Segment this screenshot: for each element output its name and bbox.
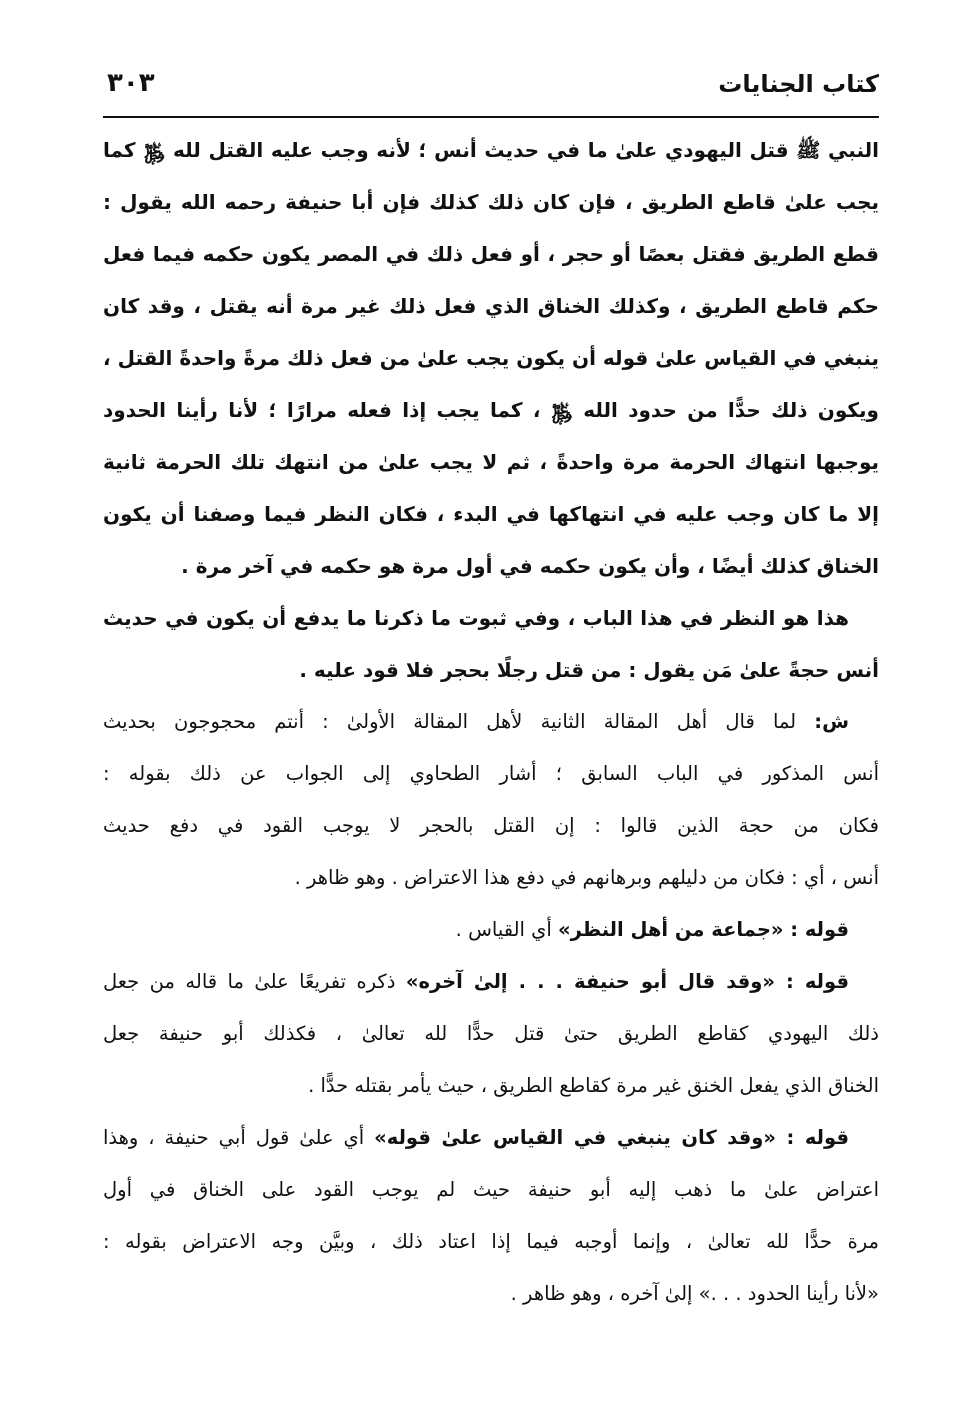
sharh-text: أي القياس . [455, 918, 558, 941]
sharh-marker: ش: [814, 710, 849, 733]
sharh-line: أنس ، أي : فكان من دليلهم وبرهانهم في دفع هذا الاعتراض . وهو ظاهر . [294, 866, 879, 889]
matn-line: ينبغي في القياس علىٰ قوله أن يكون يجب علىٰ من فعل ذلك مرةً واحدةً القتل ، [103, 346, 879, 370]
sharh-line: «لأنا رأينا الحدود . . .» إلىٰ آخره ، وهو ظاهر . [510, 1282, 879, 1305]
header-divider [103, 116, 879, 118]
matn-line: يجب علىٰ قاطع الطريق ، فإن كان ذلك كذلك فإن أبا حنيفة رحمه الله يقول : [103, 190, 879, 214]
sharh-text: أي علىٰ قول أبي حنيفة ، وهذا [103, 1126, 375, 1149]
sharh-line: ذلك اليهودي كقاطع الطريق حتىٰ قتل حدًّا لله تعالىٰ ، فكذلك أبو حنيفة جعل [103, 1022, 879, 1045]
chapter-title: كتاب الجنايات [718, 70, 879, 98]
page-header [103, 66, 879, 110]
matn-line: أنس حجةً علىٰ مَن يقول : من قتل رجلًا بحجر فلا قود عليه . [299, 658, 879, 682]
sharh-paragraph [103, 956, 879, 1112]
sharh-line: اعتراض علىٰ ما ذهب إليه أبو حنيفة حيث لم يوجب القود على الخناق في أول [103, 1178, 879, 1201]
quoted-phrase: قوله : «وقد كان ينبغي في القياس علىٰ قوله» [374, 1126, 849, 1149]
matn-line: حكم قاطع الطريق ، وكذلك الخناق الذي فعل ذلك غير مرة أنه يقتل ، وقد كان [103, 294, 879, 318]
sharh-line [103, 696, 879, 748]
matn-line: يوجبها انتهاك الحرمة مرة واحدةً ، ثم لا يجب علىٰ من انتهك تلك الحرمة ثانية [103, 450, 879, 474]
matn-paragraph [103, 592, 879, 696]
matn-line: ويكون ذلك حدًّا من حدود الله ﷿ ، كما يجب إذا فعله مرارًا ؛ لأنا رأينا الحدود [103, 398, 879, 422]
matn-line: هذا هو النظر في هذا الباب ، وفي ثبوت ما ذكرنا ما يدفع أن يكون في حديث [103, 606, 849, 630]
matn-line: النبي ﷺ قتل اليهودي علىٰ ما في حديث أنس ؛ لأنه وجب عليه القتل لله ﷿ كما [103, 138, 879, 162]
sharh-text: لما قال أهل المقالة الثانية لأهل المقالة الأولىٰ : أنتم محجوجون بحديث [103, 710, 815, 733]
sharh-line: أنس المذكور في الباب السابق ؛ أشار الطحاوي إلى الجواب عن ذلك بقوله : [103, 762, 879, 785]
sharh-line [103, 1112, 879, 1164]
sharh-line: مرة حدًّا لله تعالىٰ ، وإنما أوجبه فيما إذا اعتاد ذلك ، وبيَّن وجه الاعتراض بقوله : [103, 1230, 879, 1253]
quoted-phrase: قوله : «وقد قال أبو حنيفة . . . إلىٰ آخره» [405, 970, 849, 993]
sharh-line: الخناق الذي يفعل الخنق غير مرة كقاطع الطريق ، حيث يأمر بقتله حدًّا . [308, 1074, 879, 1097]
matn-line: الخناق كذلك أيضًا ، وأن يكون حكمه في أول مرة هو حكمه في آخر مرة . [181, 554, 879, 578]
sharh-paragraph [103, 1112, 879, 1320]
page-body [103, 124, 879, 1320]
matn-line: إلا ما كان وجب عليه في انتهاكها في البدء ، فكان النظر فيما وصفنا أن يكون [103, 502, 879, 526]
sharh-line [103, 904, 879, 956]
sharh-line [103, 956, 879, 1008]
sharh-paragraph [103, 696, 879, 904]
sharh-text: ذكره تفريعًا علىٰ ما قاله من جعل [103, 970, 406, 993]
page-number: ٣٠٣ [107, 68, 155, 98]
matn-line: قطع الطريق فقتل بعصًا أو حجر ، أو فعل ذلك في المصر يكون حكمه فيما فعل [103, 242, 879, 266]
sharh-line: فكان من حجة الذين قالوا : إن القتل بالحجر لا يوجب القود في دفع حديث [103, 814, 879, 837]
quoted-phrase: قوله : «جماعة من أهل النظر» [558, 918, 849, 941]
sharh-paragraph [103, 904, 879, 956]
matn-paragraph [103, 124, 879, 592]
